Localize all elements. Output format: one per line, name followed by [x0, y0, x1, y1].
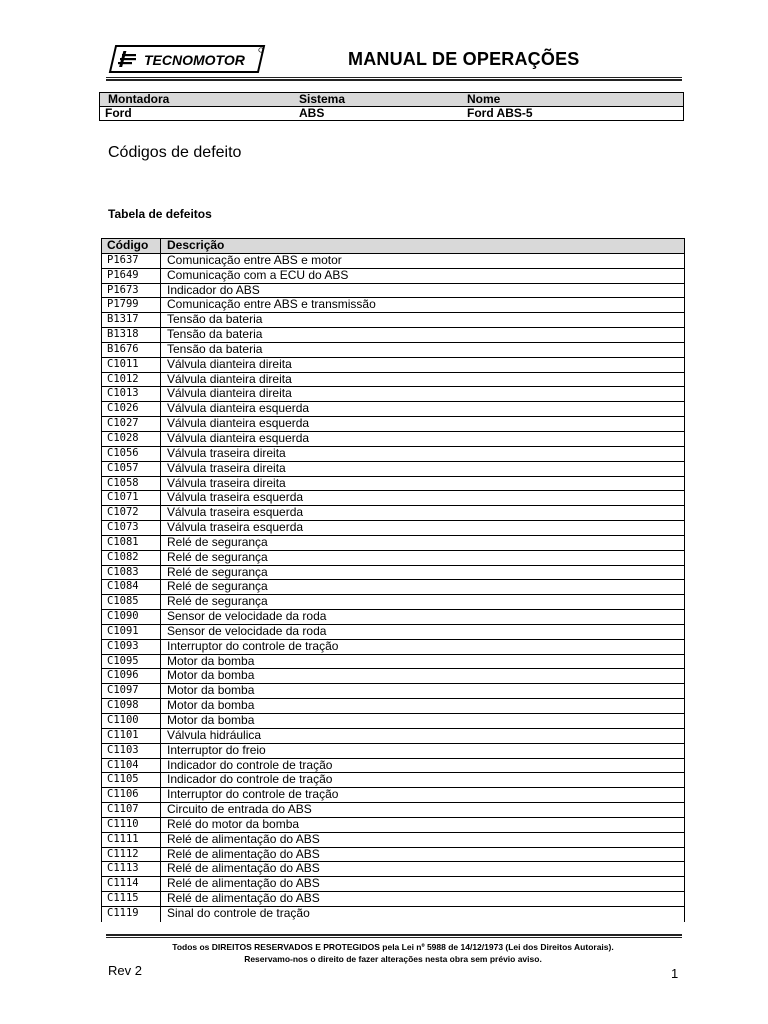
table-caption: Tabela de defeitos [108, 207, 212, 221]
fault-description: Válvula traseira direita [167, 476, 286, 490]
fault-code: C1113 [102, 862, 161, 876]
fault-description: Indicador do controle de tração [167, 773, 333, 787]
revision-label: Rev 2 [108, 963, 142, 978]
fault-code: C1084 [102, 580, 161, 594]
fault-description: Relé de alimentação do ABS [167, 862, 320, 876]
table-row [102, 417, 684, 432]
fault-code: C1100 [102, 714, 161, 728]
vehicle-info-table [99, 92, 684, 121]
fault-code: C1028 [102, 432, 161, 446]
table-row [102, 803, 684, 818]
table-row [102, 521, 684, 536]
table-row [102, 506, 684, 521]
fault-description: Motor da bomba [167, 654, 255, 668]
fault-code: C1103 [102, 744, 161, 758]
fault-codes-header-row [102, 239, 684, 254]
fault-description: Relé de segurança [167, 535, 268, 549]
vehicle-info-header-row [100, 93, 683, 107]
fault-description: Comunicação com a ECU do ABS [167, 268, 349, 282]
fault-description: Tensão da bateria [167, 313, 263, 327]
fault-code: P1649 [102, 269, 161, 283]
header-nome: Nome [467, 92, 501, 106]
fault-code: C1098 [102, 699, 161, 713]
table-row [102, 387, 684, 402]
table-row [102, 610, 684, 625]
table-row [102, 818, 684, 833]
fault-code: C1012 [102, 373, 161, 387]
table-row [102, 862, 684, 877]
table-row [102, 892, 684, 907]
fault-code: C1081 [102, 536, 161, 550]
fault-code: C1058 [102, 477, 161, 491]
table-row [102, 714, 684, 729]
fault-code: C1056 [102, 447, 161, 461]
fault-code: C1011 [102, 358, 161, 372]
table-row [102, 744, 684, 759]
fault-code: C1119 [102, 907, 161, 922]
logo-graphic [108, 45, 266, 73]
fault-description: Válvula traseira direita [167, 461, 286, 475]
fault-code: C1095 [102, 655, 161, 669]
table-row [102, 536, 684, 551]
table-row [102, 595, 684, 610]
fault-description: Interruptor do freio [167, 743, 266, 757]
fault-code: C1112 [102, 848, 161, 862]
table-row [102, 759, 684, 774]
fault-description: Indicador do ABS [167, 283, 260, 297]
table-row [102, 313, 684, 328]
fault-code: B1317 [102, 313, 161, 327]
table-row [102, 432, 684, 447]
fault-code: C1105 [102, 773, 161, 787]
header-montadora: Montadora [108, 92, 170, 106]
fault-code: C1091 [102, 625, 161, 639]
table-row [102, 788, 684, 803]
footer-divider [106, 934, 682, 938]
table-row [102, 462, 684, 477]
fault-description: Válvula traseira esquerda [167, 491, 304, 505]
fault-description: Relé de segurança [167, 595, 268, 609]
table-row [102, 684, 684, 699]
table-row [102, 566, 684, 581]
fault-code: C1114 [102, 877, 161, 891]
fault-code: C1083 [102, 566, 161, 580]
table-row [102, 343, 684, 358]
table-row [102, 877, 684, 892]
table-row [102, 402, 684, 417]
fault-description: Interruptor do controle de tração [167, 788, 339, 802]
table-row [102, 254, 684, 269]
fault-code: C1097 [102, 684, 161, 698]
fault-code: C1072 [102, 506, 161, 520]
fault-description: Indicador do controle de tração [167, 758, 333, 772]
fault-description: Relé de segurança [167, 565, 268, 579]
fault-description: Relé de alimentação do ABS [167, 832, 320, 846]
fault-description: Sensor de velocidade da roda [167, 624, 327, 638]
table-row [102, 358, 684, 373]
table-row [102, 640, 684, 655]
table-row [102, 284, 684, 299]
table-row [102, 477, 684, 492]
fault-code: C1107 [102, 803, 161, 817]
fault-code: B1676 [102, 343, 161, 357]
fault-code: C1057 [102, 462, 161, 476]
fault-description: Válvula traseira esquerda [167, 506, 304, 520]
copyright-notice: Todos os DIREITOS RESERVADOS E PROTEGIDOS pela Lei nº 5988 de 14/12/1973 (Lei dos Direitos Autorais). [172, 942, 614, 952]
table-row [102, 625, 684, 640]
fault-description: Válvula dianteira direita [167, 357, 292, 371]
fault-description: Comunicação entre ABS e transmissão [167, 298, 376, 312]
fault-description: Motor da bomba [167, 669, 255, 683]
fault-code: C1082 [102, 551, 161, 565]
table-row [102, 669, 684, 684]
table-row [102, 848, 684, 863]
logo-text: TECNOMOTOR [144, 52, 245, 68]
table-row [102, 491, 684, 506]
fault-description: Interruptor do controle de tração [167, 639, 339, 653]
rights-reserved-notice: Reservamo-nos o direito de fazer alterações nesta obra sem prévio aviso. [244, 954, 542, 964]
table-row [102, 907, 684, 922]
table-row [102, 447, 684, 462]
table-row [102, 580, 684, 595]
fault-code: B1318 [102, 328, 161, 342]
fault-code: C1073 [102, 521, 161, 535]
table-row [102, 269, 684, 284]
value-montadora: Ford [105, 106, 132, 120]
logo-emblem-icon [118, 51, 136, 67]
fault-description: Motor da bomba [167, 699, 255, 713]
fault-description: Relé de alimentação do ABS [167, 892, 320, 906]
fault-description: Sinal do controle de tração [167, 906, 310, 920]
table-row [102, 773, 684, 788]
fault-description: Válvula traseira esquerda [167, 521, 304, 535]
fault-description: Válvula dianteira esquerda [167, 431, 310, 445]
fault-code: C1071 [102, 491, 161, 505]
fault-code: C1096 [102, 669, 161, 683]
fault-description: Relé de segurança [167, 580, 268, 594]
fault-description: Tensão da bateria [167, 328, 263, 342]
fault-description: Válvula hidráulica [167, 728, 262, 742]
column-header-code: Código [102, 239, 161, 253]
fault-code: C1026 [102, 402, 161, 416]
fault-code: P1799 [102, 298, 161, 312]
fault-code: C1106 [102, 788, 161, 802]
table-row [102, 298, 684, 313]
fault-code: C1093 [102, 640, 161, 654]
fault-description: Relé do motor da bomba [167, 817, 300, 831]
fault-description: Válvula dianteira esquerda [167, 402, 310, 416]
fault-description: Motor da bomba [167, 714, 255, 727]
fault-code: C1115 [102, 892, 161, 906]
table-row [102, 373, 684, 388]
page-number: 1 [671, 966, 679, 981]
section-title: Códigos de defeito [108, 144, 242, 161]
table-row [102, 655, 684, 670]
document-title: MANUAL DE OPERAÇÕES [348, 49, 580, 69]
fault-description: Válvula traseira direita [167, 446, 286, 460]
fault-code: P1637 [102, 254, 161, 268]
fault-description: Válvula dianteira esquerda [167, 417, 310, 431]
table-row [102, 328, 684, 343]
fault-codes-table [101, 238, 685, 922]
fault-code: C1090 [102, 610, 161, 624]
value-nome: Ford ABS-5 [467, 106, 533, 120]
page-header [106, 40, 684, 80]
fault-code: C1027 [102, 417, 161, 431]
header-divider [106, 77, 682, 81]
fault-description: Comunicação entre ABS e motor [167, 253, 342, 267]
fault-code: C1111 [102, 833, 161, 847]
fault-code: C1013 [102, 387, 161, 401]
fault-description: Relé de alimentação do ABS [167, 847, 320, 861]
fault-code: C1104 [102, 759, 161, 773]
tecnomotor-logo [108, 45, 266, 73]
header-sistema: Sistema [299, 92, 346, 106]
fault-code: C1085 [102, 595, 161, 609]
fault-description: Válvula dianteira direita [167, 387, 292, 401]
fault-code: P1673 [102, 284, 161, 298]
table-row [102, 729, 684, 744]
value-sistema: ABS [299, 106, 325, 120]
fault-description: Sensor de velocidade da roda [167, 610, 327, 624]
fault-description: Tensão da bateria [167, 342, 263, 356]
table-row [102, 551, 684, 566]
column-header-description: Descrição [167, 239, 225, 252]
fault-description: Relé de segurança [167, 550, 268, 564]
fault-description: Válvula dianteira direita [167, 372, 292, 386]
fault-description: Relé de alimentação do ABS [167, 877, 320, 891]
fault-code: C1110 [102, 818, 161, 832]
table-row [102, 699, 684, 714]
fault-code: C1101 [102, 729, 161, 743]
fault-description: Motor da bomba [167, 684, 255, 698]
table-row [102, 833, 684, 848]
fault-description: Circuito de entrada do ABS [167, 803, 312, 817]
